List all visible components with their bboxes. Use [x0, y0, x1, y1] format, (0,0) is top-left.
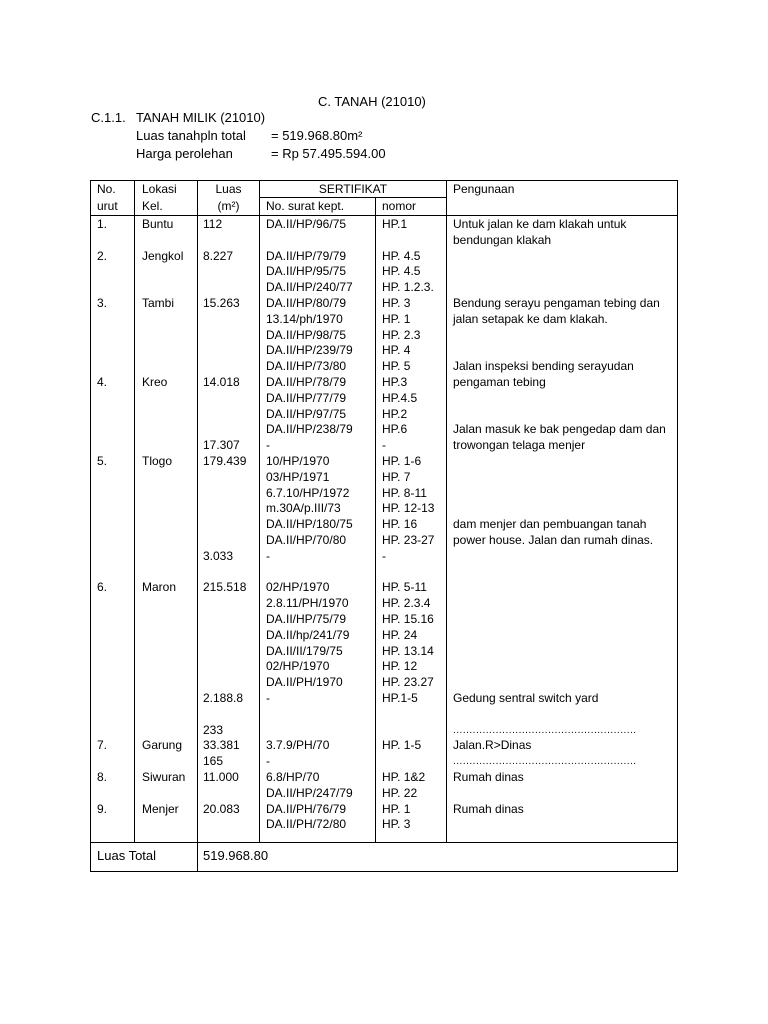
cell-lokasi: Tambi	[142, 296, 175, 310]
cell-luas: 215.518	[203, 580, 247, 595]
cell-nomor: HP. 1	[382, 311, 411, 326]
header-sertifikat: SERTIFIKAT	[318, 182, 388, 196]
col-divider-no	[134, 180, 135, 842]
cell-pengunaan: dam menjer dan pembuangan tanah	[453, 517, 647, 532]
cell-surat: DA.II/HP/97/75	[266, 406, 347, 421]
cell-no: 7.	[97, 738, 108, 753]
cell-surat: -	[266, 438, 270, 453]
cell-surat: 6.7.10/HP/1972	[266, 485, 350, 500]
cell-nomor: HP. 4	[382, 343, 411, 358]
cell-luas: 15.263	[203, 296, 240, 310]
cell-pengunaan: pengaman tebing	[453, 375, 546, 389]
harga-value: = Rp 57.495.594.00	[271, 146, 386, 161]
cell-pengunaan: ........................................................	[453, 724, 637, 736]
cell-surat: m.30A/p.III/73	[266, 501, 341, 516]
cell-nomor: HP. 22	[382, 785, 418, 800]
cell-luas: 179.439	[203, 454, 247, 468]
cell-pengunaan: ........................................................	[453, 756, 637, 768]
col-divider-nomor	[446, 180, 447, 842]
cell-luas: 8.227	[203, 248, 234, 263]
cell-pengunaan: Rumah dinas	[453, 801, 524, 816]
cell-nomor: -	[382, 438, 386, 453]
cell-surat: -	[266, 691, 270, 705]
cell-no: 5.	[97, 454, 108, 468]
cell-lokasi: Buntu	[142, 217, 174, 231]
table-border-right	[677, 180, 678, 872]
cell-luas: 14.018	[203, 375, 240, 389]
header-no-2: urut	[97, 199, 118, 213]
cell-nomor: HP. 1&2	[382, 770, 426, 784]
header-divider	[90, 215, 678, 216]
table-border-bottom	[90, 871, 678, 872]
cell-pengunaan: Jalan masuk ke bak pengedap dam dan	[453, 422, 666, 437]
cell-pengunaan: Jalan inspeksi bending serayudan	[453, 359, 634, 374]
cell-surat: 10/HP/1970	[266, 454, 330, 468]
cell-nomor: -	[382, 548, 386, 563]
col-divider-lokasi	[197, 180, 198, 872]
cell-surat: DA.II/HP/79/79	[266, 248, 347, 263]
cell-nomor: HP. 16	[382, 517, 418, 532]
cell-surat: DA.II/HP/247/79	[266, 785, 353, 800]
cell-nomor: HP. 3	[382, 817, 411, 832]
cell-surat: DA.II/HP/180/75	[266, 517, 353, 532]
cell-no: 3.	[97, 296, 108, 310]
cell-nomor: HP. 23.27	[382, 675, 434, 690]
cell-no: 1.	[97, 217, 108, 231]
cell-surat: DA.II/PH/76/79	[266, 801, 347, 816]
cell-nomor: HP. 23-27	[382, 533, 435, 547]
cell-pengunaan: Jalan.R>Dinas	[453, 738, 532, 753]
cell-no: 8.	[97, 770, 108, 784]
cell-lokasi: Maron	[142, 580, 177, 595]
header-luas-2: (m²)	[217, 199, 240, 213]
cell-nomor: HP. 15.16	[382, 612, 434, 626]
cell-nomor: HP. 4.5	[382, 264, 421, 279]
cell-no: 2.	[97, 248, 108, 263]
harga-label: Harga perolehan	[136, 146, 233, 161]
cell-surat: DA.II/HP/77/79	[266, 390, 347, 405]
cell-surat: DA.II/PH/72/80	[266, 817, 347, 832]
cell-lokasi: Jengkol	[142, 248, 184, 263]
cell-pengunaan: Untuk jalan ke dam klakah untuk	[453, 217, 627, 231]
cell-surat: DA.II/HP/75/79	[266, 612, 347, 626]
cell-nomor: HP. 2.3.4	[382, 596, 431, 611]
cell-surat: DA.II/HP/98/75	[266, 327, 347, 342]
cell-nomor: HP. 3	[382, 296, 411, 310]
cell-nomor: HP. 5	[382, 359, 411, 374]
header-no-1: No.	[97, 182, 116, 196]
cell-surat: 6.8/HP/70	[266, 770, 320, 784]
cell-surat: DA.II/HP/73/80	[266, 359, 347, 374]
total-label: Luas Total	[97, 848, 157, 863]
cell-nomor: HP. 1.2.3.	[382, 280, 434, 295]
cell-surat: DA.II/PH/1970	[266, 675, 343, 690]
total-divider	[90, 842, 678, 843]
header-lokasi-2: Kel.	[142, 199, 163, 213]
cell-nomor: HP. 24	[382, 627, 418, 642]
cell-luas: 112	[203, 217, 223, 231]
cell-surat: 03/HP/1971	[266, 469, 330, 484]
cell-luas: 165	[203, 754, 224, 769]
cell-luas: 3.033	[203, 548, 234, 563]
cell-luas: 17.307	[203, 438, 240, 453]
cell-nomor: HP.1	[382, 217, 408, 231]
cell-surat: 13.14/ph/1970	[266, 311, 343, 326]
cell-nomor: HP.3	[382, 375, 408, 389]
cell-surat: DA.II/HP/240/77	[266, 280, 353, 295]
cell-pengunaan: Gedung sentral switch yard	[453, 691, 599, 705]
cell-lokasi: Kreo	[142, 375, 168, 389]
cell-surat: -	[266, 548, 270, 563]
cell-nomor: HP.2	[382, 406, 408, 421]
cell-surat: 2.8.11/PH/1970	[266, 596, 349, 611]
cell-nomor: HP. 1-6	[382, 454, 422, 468]
cell-lokasi: Tlogo	[142, 454, 173, 468]
cell-no: 9.	[97, 801, 108, 816]
luas-value: = 519.968.80m²	[271, 128, 363, 143]
cell-nomor: HP. 13.14	[382, 643, 434, 658]
cell-pengunaan: Bendung serayu pengaman tebing dan	[453, 296, 660, 310]
total-value: 519.968.80	[203, 848, 269, 863]
cell-no: 4.	[97, 375, 108, 389]
cell-pengunaan: power house. Jalan dan rumah dinas.	[453, 533, 654, 547]
cell-surat: DA.II/HP/238/79	[266, 422, 353, 437]
header-pengunaan: Pengunaan	[453, 182, 515, 196]
luas-label: Luas tanahpln total	[136, 128, 246, 143]
page-heading: C. TANAH (21010)	[318, 94, 426, 109]
cell-lokasi: Siwuran	[142, 770, 186, 784]
cell-nomor: HP. 7	[382, 469, 411, 484]
cell-luas: 2.188.8	[203, 691, 244, 705]
cell-nomor: HP.1-5	[382, 691, 418, 705]
header-lokasi-1: Lokasi	[142, 182, 177, 196]
cell-nomor: HP. 2.3	[382, 327, 421, 342]
cell-nomor: HP.6	[382, 422, 408, 437]
cell-surat: 02/HP/1970	[266, 580, 330, 595]
cell-surat: DA.II/HP/70/80	[266, 533, 347, 547]
cell-surat: DA.II/HP/239/79	[266, 343, 353, 358]
cell-nomor: HP. 12	[382, 659, 418, 674]
cell-lokasi: Garung	[142, 738, 183, 753]
cell-surat: DA.II/HP/96/75	[266, 217, 347, 231]
section-title: TANAH MILIK (21010)	[136, 110, 266, 125]
table-border-top	[90, 180, 678, 181]
cell-nomor: HP. 1	[382, 801, 411, 816]
cell-pengunaan: bendungan klakah	[453, 232, 552, 247]
cell-luas: 11.000	[203, 770, 239, 784]
cell-no: 6.	[97, 580, 108, 595]
cell-surat: DA.II/II/179/75	[266, 643, 343, 658]
cell-lokasi: Menjer	[142, 801, 179, 816]
cell-luas: 233	[203, 722, 224, 737]
cell-nomor: HP. 12-13	[382, 501, 435, 516]
cell-surat: DA.II/HP/80/79	[266, 296, 347, 310]
col-divider-surat	[375, 197, 376, 842]
cell-surat: DA.II/HP/95/75	[266, 264, 347, 279]
cell-nomor: HP. 5-11	[382, 580, 427, 595]
header-surat: No. surat kept.	[266, 199, 345, 213]
cell-nomor: HP.4.5	[382, 390, 418, 405]
cell-pengunaan: jalan setapak ke dam klakah.	[453, 311, 608, 326]
cell-nomor: HP. 8-11	[382, 485, 427, 500]
cell-surat: 02/HP/1970	[266, 659, 330, 674]
section-number: C.1.1.	[91, 110, 126, 125]
cell-surat: DA.II/hp/241/79	[266, 627, 350, 642]
cell-pengunaan: Rumah dinas	[453, 770, 524, 784]
header-luas-1: Luas	[215, 182, 242, 196]
cell-nomor: HP. 1-5	[382, 738, 422, 753]
cell-pengunaan: trowongan telaga menjer	[453, 438, 586, 453]
cell-surat: -	[266, 754, 270, 769]
cell-surat: 3.7.9/PH/70	[266, 738, 330, 753]
table-border-left	[90, 180, 91, 872]
cell-surat: DA.II/HP/78/79	[266, 375, 347, 389]
sertifikat-divider	[259, 197, 446, 198]
cell-nomor: HP. 4.5	[382, 248, 421, 263]
col-divider-luas	[259, 180, 260, 842]
header-nomor: nomor	[382, 199, 417, 213]
cell-luas: 33.381	[203, 738, 240, 753]
cell-luas: 20.083	[203, 801, 240, 816]
